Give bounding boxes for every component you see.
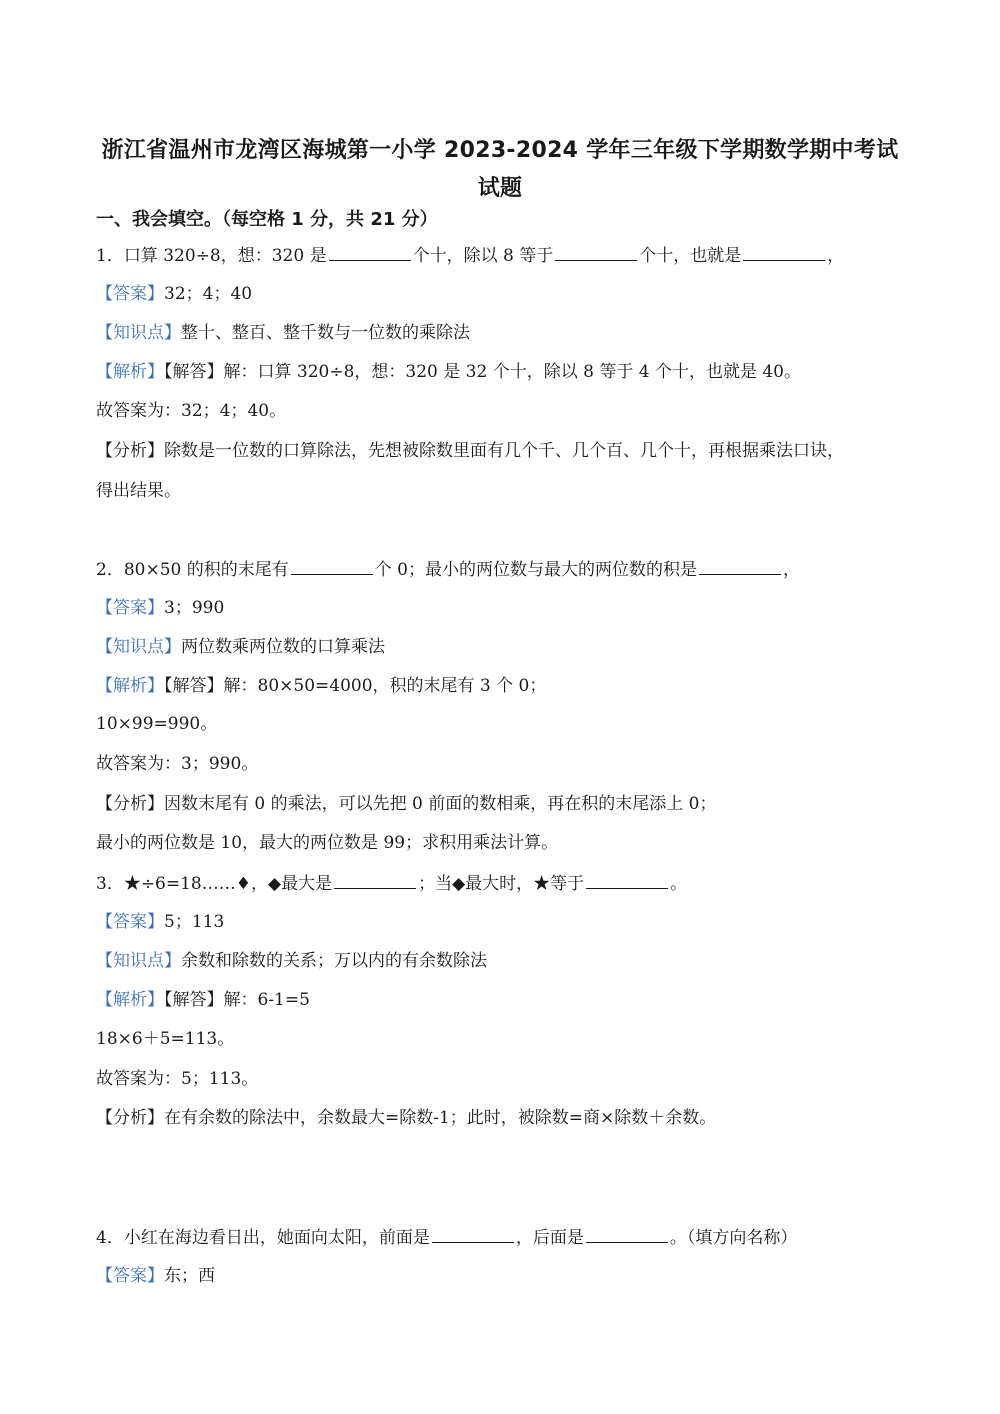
answer-blank	[699, 554, 781, 575]
analysis-label: 【解析】	[96, 362, 164, 382]
q4-answer: 【答案】东；西	[96, 1266, 215, 1286]
q1-fenxi-line-1: 【分析】除数是一位数的口算除法，先想被除数里面有几个千、几个百、几个十，再根据乘法口诀，	[96, 441, 844, 461]
q2-solution: 【解析】【解答】解：80×50=4000，积的末尾有 3 个 0；	[96, 676, 547, 696]
question-1: 1．口算 320÷8，想：320 是 个十，除以 8 等于 个十，也就是 ，	[96, 240, 916, 270]
q2-solution-line-2: 10×99=990。	[96, 714, 218, 734]
answer-blank	[586, 1222, 668, 1243]
q2-conclusion: 故答案为：3；990。	[96, 754, 259, 774]
section-heading: 一、我会填空。（每空格 1 分，共 21 分）	[96, 209, 438, 230]
answer-label: 【答案】	[96, 912, 164, 932]
q3-answer: 【答案】5；113	[96, 912, 225, 932]
document-title	[60, 132, 940, 208]
knowledge-label: 【知识点】	[96, 637, 181, 657]
question-2: 2．80×50 的积的末尾有 个 0；最小的两位数与最大的两位数的积是 ，	[96, 554, 916, 584]
answer-label: 【答案】	[96, 284, 164, 304]
q1-solution: 【解析】【解答】解：口算 320÷8，想：320 是 32 个十，除以 8 等于 4 个十，也就是 40。	[96, 362, 801, 382]
answer-blank	[432, 1222, 514, 1243]
title-line-1: 浙江省温州市龙湾区海城第一小学 2023-2024 学年三年级下学期数学期中考试	[101, 138, 899, 163]
answer-blank	[586, 868, 668, 889]
q1-answer: 【答案】32；4；40	[96, 284, 253, 304]
answer-label: 【答案】	[96, 598, 164, 618]
q3-solution-line-2: 18×6＋5=113。	[96, 1029, 235, 1049]
question-4: 4．小红在海边看日出，她面向太阳，前面是 ，后面是 。（填方向名称）	[96, 1222, 916, 1252]
q3-conclusion: 故答案为：5；113。	[96, 1069, 259, 1089]
knowledge-label: 【知识点】	[96, 951, 181, 971]
knowledge-label: 【知识点】	[96, 323, 181, 343]
answer-blank	[743, 240, 825, 261]
q2-answer: 【答案】3；990	[96, 598, 225, 618]
question-3: 3．★÷6=18……♦，◆最大是 ；当◆最大时，★等于 。	[96, 868, 916, 898]
q1-conclusion: 故答案为：32；4；40。	[96, 401, 287, 421]
title-line-2: 试题	[477, 176, 523, 201]
q3-solution: 【解析】【解答】解：6-1=5	[96, 990, 310, 1010]
q2-fenxi-line-2: 最小的两位数是 10，最大的两位数是 99；求积用乘法计算。	[96, 833, 559, 853]
analysis-label: 【解析】	[96, 990, 164, 1010]
answer-blank	[555, 240, 637, 261]
q1-fenxi-line-2: 得出结果。	[96, 481, 181, 501]
q2-fenxi-line-1: 【分析】因数末尾有 0 的乘法，可以先把 0 前面的数相乘，再在积的末尾添上 0；	[96, 794, 717, 814]
analysis-label: 【解析】	[96, 676, 164, 696]
answer-blank	[329, 240, 411, 261]
q2-knowledge: 【知识点】两位数乘两位数的口算乘法	[96, 637, 385, 657]
answer-label: 【答案】	[96, 1266, 164, 1286]
q3-knowledge: 【知识点】余数和除数的关系；万以内的有余数除法	[96, 951, 487, 971]
q1-knowledge: 【知识点】整十、整百、整千数与一位数的乘除法	[96, 323, 470, 343]
answer-blank	[291, 554, 373, 575]
answer-blank	[334, 868, 416, 889]
q3-fenxi-line-1: 【分析】在有余数的除法中，余数最大=除数-1；此时，被除数=商×除数＋余数。	[96, 1108, 717, 1128]
